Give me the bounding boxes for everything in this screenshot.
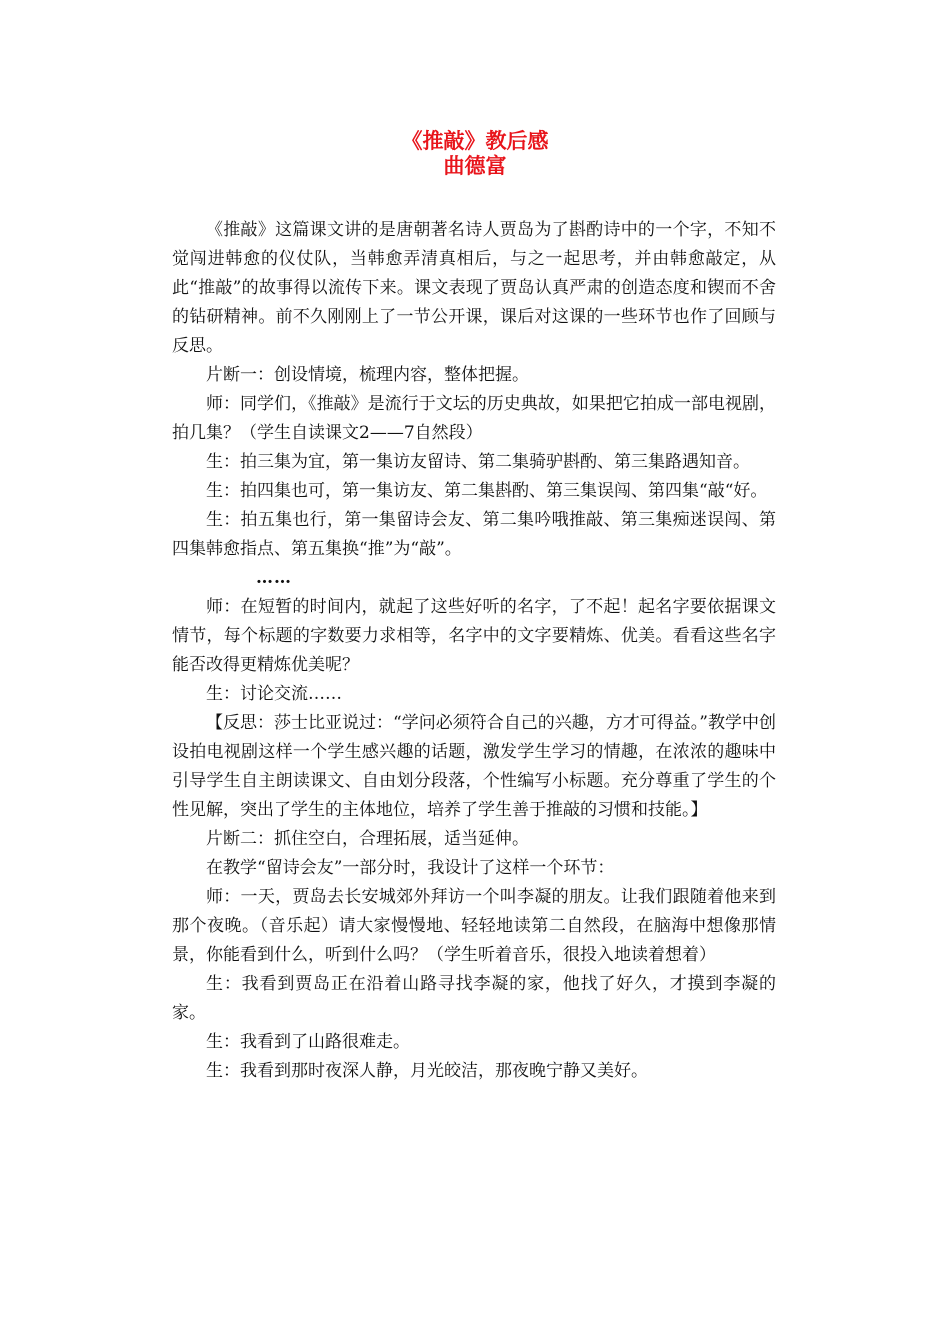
paragraph-student-discussion: 生：讨论交流…… — [206, 684, 342, 704]
paragraph-student-answer-4: 生：我看到贾岛正在沿着山路寻找李凝的家，他找了好久，才摸到李凝的家。 — [172, 974, 776, 1023]
document-title: 《推敲》教后感 — [401, 129, 549, 153]
paragraph-student-answer-1: 生：拍三集为宜，第一集访友留诗、第二集骑驴斟酌、第三集路遇知音。 — [206, 452, 750, 472]
paragraph-student-answer-6: 生：我看到那时夜深人静，月光皎洁，那夜晚宁静又美好。 — [206, 1061, 648, 1081]
paragraph-segment-two-heading: 片断二：抓住空白，合理拓展，适当延伸。 — [206, 829, 529, 849]
paragraph-segment-one-heading: 片断一：创设情境，梳理内容，整体把握。 — [206, 365, 529, 385]
paragraph-ellipsis: …… — [256, 568, 292, 588]
document-body — [172, 216, 776, 1086]
paragraph-student-answer-3: 生：拍五集也行，第一集留诗会友、第二集吟哦推敲、第三集痴迷误闯、第四集韩愈指点、第五集换“推”为“敲”。 — [172, 510, 776, 559]
paragraph-reflection: 【反思：莎士比亚说过：“学问必须符合自己的兴趣，方才可得益。”教学中创设拍电视剧这样一个学生感兴趣的话题，激发学生学习的情趣，在浓浓的趣味中引导学生自主朗读课文、自由划分段落，个性编写小标题。充分尊重了学生的个性见解，突出了学生的主体地位，培养了学生善于推敲的习惯和技能。】 — [172, 713, 776, 820]
paragraph-teacher-question: 师：同学们，《推敲》是流行于文坛的历史典故，如果把它拍成一部电视剧，拍几集？（学生自读课文2——7自然段） — [172, 394, 776, 443]
document-author: 曲德富 — [443, 154, 507, 178]
paragraph-intro: 《推敲》这篇课文讲的是唐朝著名诗人贾岛为了斟酌诗中的一个字，不知不觉闯进韩愈的仪仗队，当韩愈弄清真相后，与之一起思考，并由韩愈敲定，从此“推敲”的故事得以流传下来。课文表现了贾岛认真严肃的创造态度和锲而不舍的钻研精神。前不久刚刚上了一节公开课，课后对这课的一些环节也作了回顾与反思。 — [172, 220, 776, 356]
paragraph-student-answer-5: 生：我看到了山路很难走。 — [206, 1032, 410, 1052]
paragraph-teacher-guidance: 师：一天，贾岛去长安城郊外拜访一个叫李凝的朋友。让我们跟随着他来到那个夜晚。（音乐起）请大家慢慢地、轻轻地读第二自然段，在脑海中想像那情景，你能看到什么，听到什么吗？（学生听着音乐，很投入地读着想着） — [172, 887, 776, 965]
paragraph-student-answer-2: 生：拍四集也可，第一集访友、第二集斟酌、第三集误闯、第四集“敲“好。 — [206, 481, 768, 501]
paragraph-teacher-comment: 师：在短暂的时间内，就起了这些好听的名字，了不起！起名字要依据课文情节，每个标题的字数要力求相等，名字中的文字要精炼、优美。看看这些名字能否改得更精炼优美呢？ — [172, 597, 776, 675]
paragraph-teaching-setup: 在教学“留诗会友”一部分时，我设计了这样一个环节： — [206, 858, 615, 878]
